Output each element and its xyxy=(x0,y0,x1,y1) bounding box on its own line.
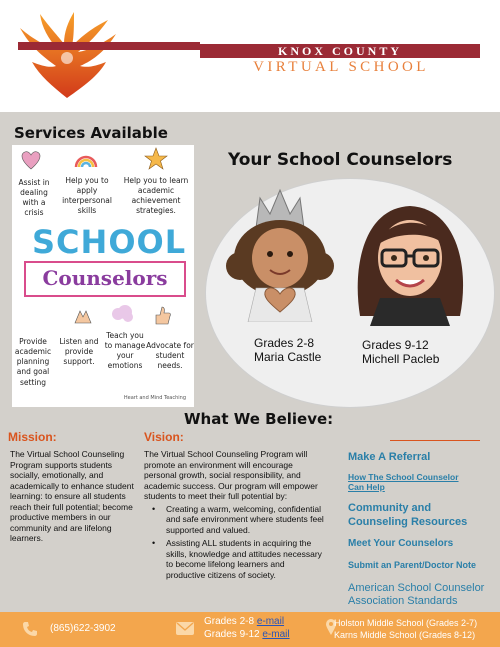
brand-title-line2: VIRTUAL SCHOOL xyxy=(253,59,429,75)
vision-intro: The Virtual School Counseling Program will promote an environment will encourage personal growth, social responsibility, and academic success. Our program will empower students to meet their full potential by: xyxy=(144,449,318,501)
service-item: Provide academic planning and goal setting xyxy=(14,337,52,387)
beliefs-heading: What We Believe: xyxy=(184,410,334,428)
counselor-name: Maria Castle xyxy=(254,350,322,364)
phone-number[interactable]: (865)622-3902 xyxy=(50,623,116,634)
brand-title-line1: KNOX COUNTY xyxy=(200,44,480,58)
counselor-avatar xyxy=(346,196,474,326)
vision-text xyxy=(144,449,324,583)
page-header xyxy=(0,0,500,112)
email-link[interactable]: e-mail xyxy=(256,616,285,627)
email-grade-label: Grades 2-8 xyxy=(204,616,255,627)
hands-icon xyxy=(72,305,94,327)
email-line xyxy=(204,616,284,628)
email-icon xyxy=(176,622,194,635)
cloud-icon xyxy=(110,303,134,325)
mission-text: The Virtual School Counseling Program supports students socially, emotionally, and academically to enhance student learning: to ensure all students reach their full potential; become productive members in our community and are lifelong learners. xyxy=(10,449,134,543)
school-location: Holston Middle School (Grades 2-7) xyxy=(334,618,478,628)
service-item: Listen and provide support. xyxy=(59,337,99,367)
email-link[interactable]: e-mail xyxy=(262,629,290,640)
service-item: Help you to learn academic achievement strategies. xyxy=(123,176,189,216)
counselors-title: Counselors xyxy=(24,261,186,297)
asca-standards-link[interactable]: American School Counselor Association Standards xyxy=(348,582,485,607)
school-location: Karns Middle School (Grades 8-12) xyxy=(334,630,476,640)
community-resources-link[interactable]: Community and Counseling Resources xyxy=(348,502,468,528)
vision-point: • Assisting ALL students in acquiring the skills, knowledge and attitudes necessary to become lifelong learners and productive citizens of society. xyxy=(144,538,324,580)
heart-brain-icon xyxy=(20,149,42,171)
vision-list xyxy=(144,504,324,581)
services-heading: Services Available xyxy=(14,124,168,142)
make-referral-link[interactable]: Make A Referral xyxy=(348,451,431,463)
counselor-grades: Grades 2-8 xyxy=(254,336,315,350)
counselor-avatar xyxy=(220,184,340,322)
brand-bar xyxy=(18,42,200,50)
rainbow-icon xyxy=(74,149,98,169)
how-counselor-help-link[interactable]: How The School Counselor Can Help xyxy=(348,472,459,492)
links-divider xyxy=(390,440,480,441)
service-item: Advocate for student needs. xyxy=(146,341,194,371)
mission-title: Mission: xyxy=(8,430,57,444)
email-grade-label: Grades 9-12 xyxy=(204,629,260,640)
services-panel xyxy=(12,145,194,407)
service-item: Teach you to manage your emotions xyxy=(104,331,146,371)
page-footer xyxy=(0,612,500,647)
counselor-grades: Grades 9-12 xyxy=(362,338,429,352)
school-title: SCHOOL xyxy=(32,223,187,261)
services-credit: Heart and Mind Teaching xyxy=(123,395,186,401)
service-item: Help you to apply interpersonal skills xyxy=(62,176,112,216)
phoenix-logo xyxy=(12,6,122,106)
vision-point: • Creating a warm, welcoming, confidential and safe environment where students feel supported and valued. xyxy=(144,504,324,536)
service-item: Assist in dealing with a crisis xyxy=(18,178,50,218)
email-line xyxy=(204,629,290,641)
vision-title: Vision: xyxy=(144,430,184,444)
meet-counselors-link[interactable]: Meet Your Counselors xyxy=(348,538,454,549)
thumbs-up-icon xyxy=(152,305,172,327)
phone-icon xyxy=(22,621,38,637)
counselor-name: Michell Pacleb xyxy=(362,352,440,366)
star-icon xyxy=(144,147,168,171)
parent-note-link[interactable]: Submit an Parent/Doctor Note xyxy=(348,560,477,570)
counselors-heading: Your School Counselors xyxy=(228,150,453,170)
